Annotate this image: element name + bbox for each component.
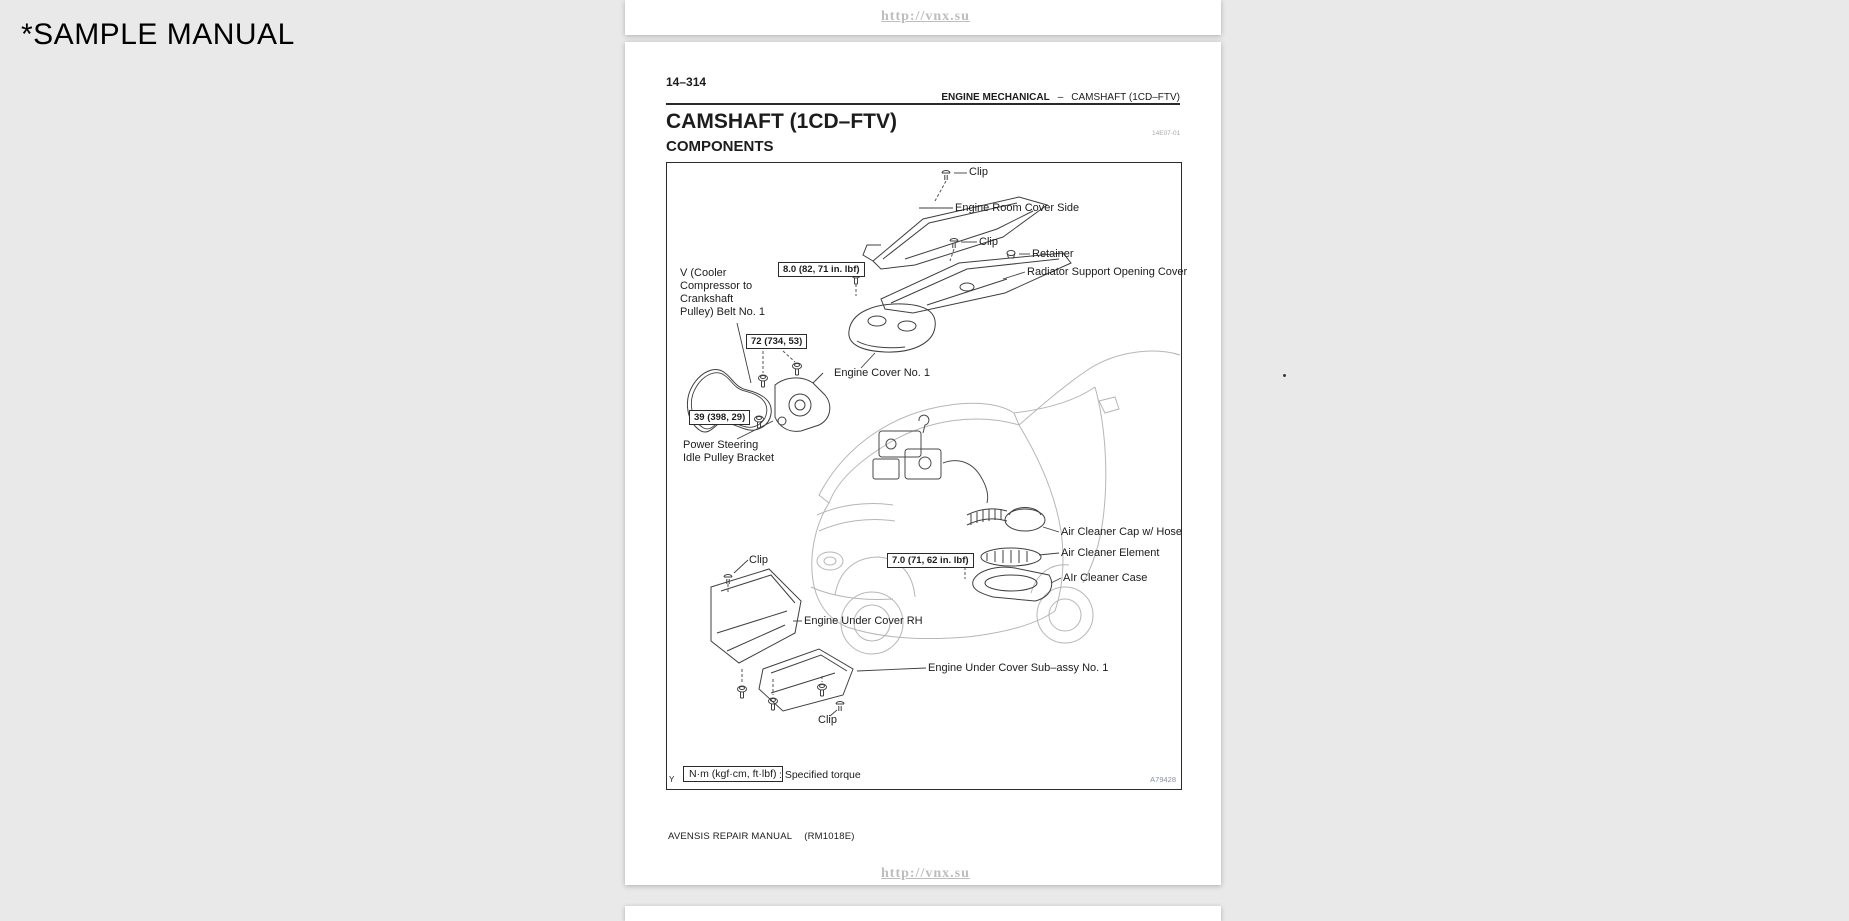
torque-box-bracket-lower: 39 (398, 29) (689, 410, 750, 425)
label-power-steering-line1: Power Steering (683, 439, 759, 451)
label-radiator-support-opening-cover: Radiator Support Opening Cover (1027, 266, 1188, 278)
page-title: CAMSHAFT (1CD–FTV) (666, 110, 897, 133)
sample-manual-watermark: *SAMPLE MANUAL (21, 18, 295, 51)
legend-suffix: : Specified torque (779, 769, 861, 781)
torque-box-engine-room-cover: 8.0 (82, 71 in. lbf) (778, 262, 865, 277)
manual-name: AVENSIS REPAIR MANUAL (668, 831, 793, 842)
clip-icon-top (942, 171, 950, 181)
label-clip-bottom: Clip (818, 714, 837, 726)
page-footer (668, 831, 855, 842)
vnx-watermark-top: http://vnx.su (881, 9, 970, 24)
running-header-separator: – (1057, 92, 1064, 103)
label-v-belt-line2: Compressor to (680, 280, 753, 292)
label-engine-under-cover-rh: Engine Under Cover RH (804, 615, 923, 627)
air-cleaner-cap-drawing (967, 508, 1045, 532)
components-diagram (666, 162, 1188, 790)
air-cleaner-element-drawing (981, 548, 1041, 566)
manual-page (625, 42, 1221, 885)
bolt-icon-subassy (818, 684, 827, 696)
bolt-icon-ucrh-a (738, 686, 747, 698)
engine-under-cover-rh-drawing (711, 569, 801, 663)
manual-code: (RM1018E) (804, 831, 855, 842)
next-page-sliver (625, 906, 1221, 921)
clip-icon-bottom (836, 702, 844, 712)
previous-page-sliver (625, 0, 1221, 35)
label-engine-room-cover-side: Engine Room Cover Side (955, 202, 1080, 214)
torque-box-bracket-upper: 72 (734, 53) (746, 334, 807, 349)
bolt-icon-ucrh-b (769, 698, 778, 710)
label-power-steering-line2: Idle Pulley Bracket (683, 452, 775, 464)
vnx-watermark-bottom: http://vnx.su (881, 866, 970, 881)
label-v-belt (680, 267, 765, 319)
idle-pulley-bracket-drawing (775, 373, 830, 431)
car-outline (811, 351, 1183, 654)
exploded-diagram-art (667, 163, 1181, 789)
label-engine-under-cover-subassy: Engine Under Cover Sub–assy No. 1 (928, 662, 1109, 674)
air-cleaner-case-drawing (973, 567, 1052, 601)
label-air-cleaner-element: Air Cleaner Element (1061, 547, 1160, 559)
label-clip-left: Clip (749, 554, 768, 566)
running-header-section: ENGINE MECHANICAL (941, 92, 1050, 103)
label-v-belt-line3: Crankshaft (680, 293, 734, 305)
label-air-cleaner-case: AIr Cleaner Case (1063, 572, 1148, 584)
running-header-subsection: CAMSHAFT (1CD–FTV) (1071, 92, 1180, 103)
retainer-icon (1007, 251, 1015, 259)
legend-torque-unit-box: N·m (kgf·cm, ft·lbf) (683, 766, 783, 782)
label-v-belt-line4: Pulley) Belt No. 1 (680, 306, 765, 318)
leader-lines (734, 173, 1061, 716)
figure-code: A79428 (1150, 775, 1176, 784)
running-header (941, 92, 1180, 103)
page-number: 14–314 (666, 75, 707, 89)
components-heading: COMPONENTS (666, 138, 774, 155)
header-rule (666, 103, 1180, 105)
engine-bay-drawing (873, 415, 988, 503)
bolt-icon-72a (759, 375, 768, 387)
label-power-steering-bracket (683, 439, 774, 465)
speck-dot (1283, 374, 1286, 377)
legend-corner-marker: Y (669, 775, 675, 784)
label-retainer: Retainer (1032, 248, 1074, 260)
doc-code: 14E07-01 (1152, 130, 1181, 137)
torque-box-air-cleaner: 7.0 (71, 62 in. lbf) (887, 553, 974, 568)
bolt-icon-72b (793, 363, 802, 375)
label-v-belt-line1: V (Cooler (680, 267, 727, 279)
label-clip-top: Clip (969, 166, 988, 178)
label-clip-mid: Clip (979, 236, 998, 248)
label-air-cleaner-cap: Air Cleaner Cap w/ Hose (1061, 526, 1183, 538)
label-engine-cover-no1: Engine Cover No. 1 (834, 367, 930, 379)
